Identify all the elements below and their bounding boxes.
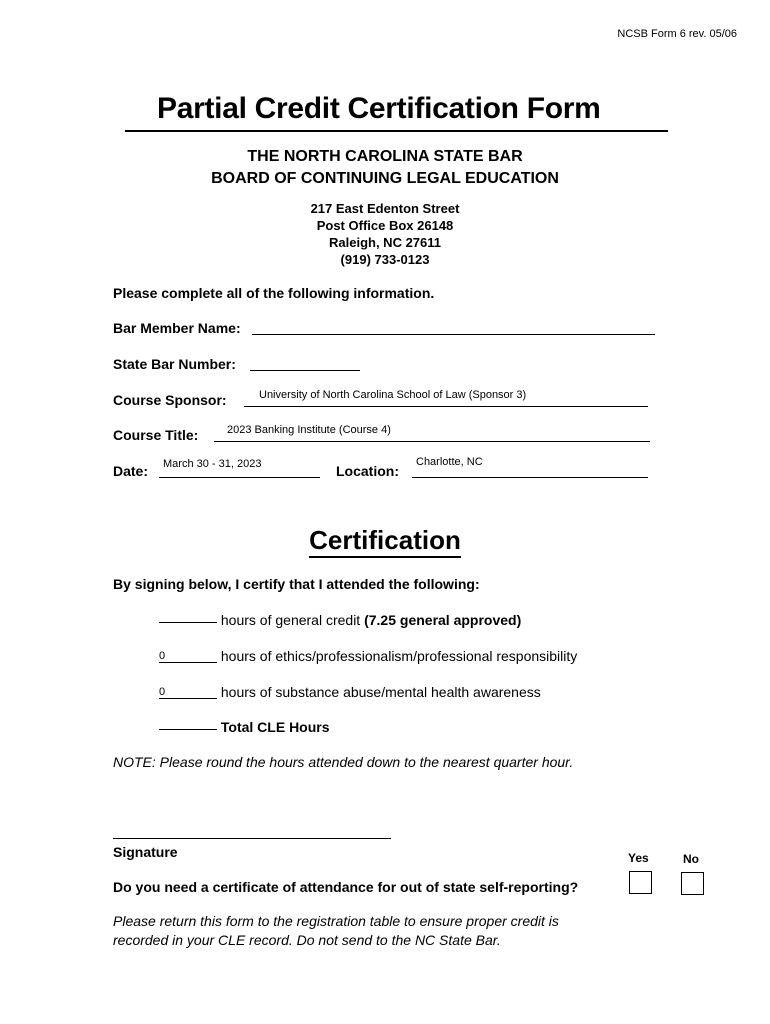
date-value: March 30 - 31, 2023 <box>163 458 262 470</box>
return-instructions <box>113 912 559 950</box>
address-po-box: Post Office Box 26148 <box>316 218 454 233</box>
certification-intro: By signing below, I certify that I attended the following: <box>113 576 480 592</box>
rounding-note: NOTE: Please round the hours attended down to the nearest quarter hour. <box>113 754 574 770</box>
date-label: Date: <box>113 463 149 479</box>
date-field[interactable] <box>159 477 320 478</box>
yes-checkbox[interactable] <box>629 871 652 894</box>
total-hours-row <box>159 719 330 735</box>
substance-hours-field[interactable]: 0 <box>159 686 217 699</box>
org-board: BOARD OF CONTINUING LEGAL EDUCATION <box>211 170 559 187</box>
return-line-2: recorded in your CLE record. Do not send to the NC State Bar. <box>113 932 501 948</box>
form-id: NCSB Form 6 rev. 05/06 <box>617 28 737 40</box>
course-title-label: Course Title: <box>113 427 199 443</box>
total-hours-text: Total CLE Hours <box>220 719 330 735</box>
certificate-question: Do you need a certificate of attendance for out of state self-reporting? <box>113 879 579 895</box>
address-phone: (919) 733-0123 <box>340 252 430 267</box>
address-city: Raleigh, NC 27611 <box>329 235 441 250</box>
general-approved: (7.25 general approved) <box>364 612 522 628</box>
return-line-1: Please return this form to the registration table to ensure proper credit is <box>113 913 559 929</box>
general-hours-field[interactable] <box>159 610 217 623</box>
location-label: Location: <box>336 463 399 479</box>
ethics-hours-row <box>159 648 577 665</box>
address-street: 217 East Edenton Street <box>310 201 460 216</box>
no-label: No <box>683 852 699 866</box>
location-field[interactable] <box>412 477 648 478</box>
certification-heading-text: Certification <box>309 525 461 558</box>
state-bar-number-field[interactable] <box>250 370 360 371</box>
general-hours-row <box>159 612 521 628</box>
substance-hours-text: hours of substance abuse/mental health awareness <box>220 684 541 700</box>
certification-heading <box>0 525 770 556</box>
substance-hours-row <box>159 684 541 701</box>
course-sponsor-value: University of North Carolina School of Law (Sponsor 3) <box>259 389 527 401</box>
signature-field[interactable] <box>113 838 391 839</box>
signature-label: Signature <box>113 844 178 860</box>
ethics-hours-field[interactable]: 0 <box>159 650 217 663</box>
org-name: THE NORTH CAROLINA STATE BAR <box>247 148 523 165</box>
instructions: Please complete all of the following information. <box>113 285 435 301</box>
location-value: Charlotte, NC <box>416 456 483 468</box>
bar-member-name-label: Bar Member Name: <box>113 320 241 336</box>
state-bar-number-label: State Bar Number: <box>113 356 236 372</box>
no-checkbox[interactable] <box>681 872 704 895</box>
page-title: Partial Credit Certification Form <box>157 92 601 125</box>
course-title-value: 2023 Banking Institute (Course 4) <box>227 424 391 436</box>
course-title-field[interactable] <box>214 441 650 442</box>
course-sponsor-field[interactable] <box>244 406 648 407</box>
bar-member-name-field[interactable] <box>252 334 655 335</box>
course-sponsor-label: Course Sponsor: <box>113 392 227 408</box>
total-hours-field[interactable] <box>159 717 217 730</box>
yes-label: Yes <box>628 851 649 865</box>
ethics-hours-text: hours of ethics/professionalism/professional responsibility <box>220 648 578 664</box>
general-hours-text: hours of general credit <box>220 612 361 628</box>
